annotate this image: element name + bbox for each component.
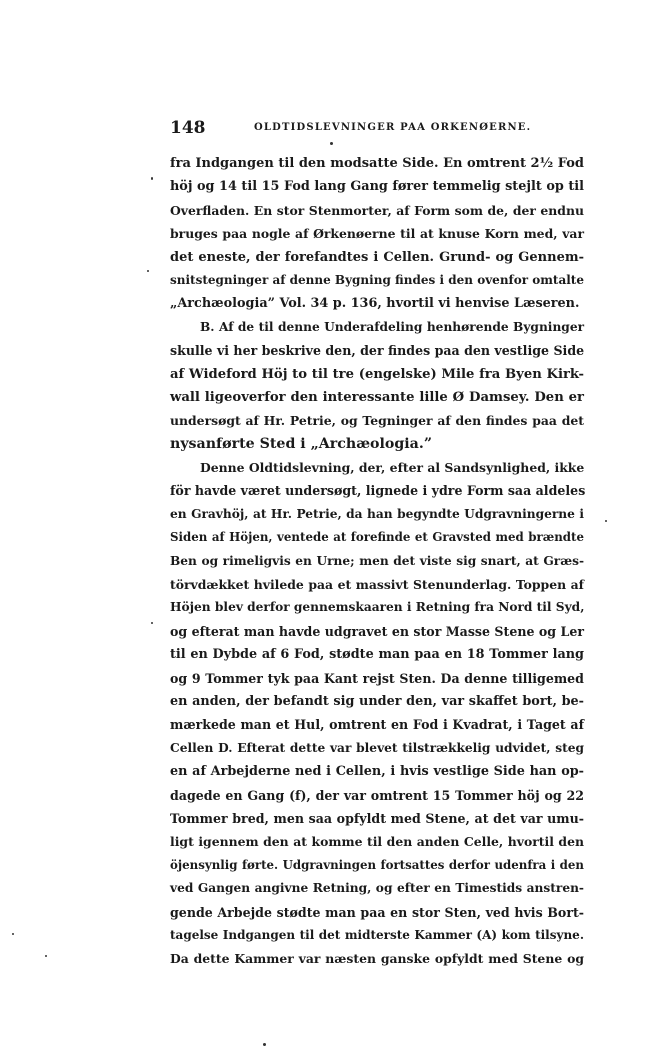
text-line: tagelse Indgangen til det midterste Kammer (A) kom tilsyne.: [170, 927, 584, 942]
page-header: [170, 118, 584, 140]
body-text: [170, 152, 584, 971]
text-line: en anden, der befandt sig under den, var skaffet bort, be-: [170, 693, 584, 709]
text-line: gende Arbejde stødte man paa en stor Sten, ved hvis Bort-: [170, 904, 584, 920]
text-line: Cellen D. Efterat dette var blevet tilstrækkelig udvidet, steg: [170, 740, 584, 755]
scan-speck: [330, 142, 333, 145]
text-line: „Archæologia” Vol. 34 p. 136, hvortil vi henvise Læseren.: [170, 296, 580, 312]
text-line: undersøgt af Hr. Petrie, og Tegninger af den findes paa det: [170, 413, 584, 429]
scan-speck: [151, 177, 153, 180]
text-line: Denne Oldtidslevning, der, efter al Sandsynlighed, ikke: [200, 460, 585, 476]
text-line: af Wideford Höj to til tre (engelske) Mile fra Byen Kirk-: [170, 366, 584, 382]
text-line: ligt igennem den at komme til den anden Celle, hvortil den: [170, 834, 584, 850]
text-line: dagede en Gang (f), der var omtrent 15 Tommer höj og 22: [170, 787, 584, 803]
text-line: Höjen blev derfor gennemskaaren i Retning fra Nord til Syd,: [170, 600, 585, 615]
scan-speck: [263, 1043, 266, 1046]
text-line: törvdækket hvilede paa et massivt Stenunderlag. Toppen af: [170, 577, 584, 593]
text-line: en Gravhöj, at Hr. Petrie, da han begyndte Udgravningerne i: [170, 506, 584, 521]
text-line: Ben og rimeligvis en Urne; men det viste sig snart, at Græs-: [170, 553, 584, 568]
text-line: skulle vi her beskrive den, der findes paa den vestlige Side: [170, 343, 585, 359]
text-line: för havde været undersøgt, lignede i ydre Form saa aldeles: [170, 483, 586, 499]
text-line: Siden af Höjen, ventede at forefinde et Gravsted med brændte: [170, 530, 584, 545]
text-line: bruges paa nogle af Ørkenøerne til at knuse Korn med, var: [170, 226, 584, 242]
scan-speck: [147, 270, 149, 272]
scan-speck: [12, 933, 14, 935]
page-number: 148: [170, 118, 206, 138]
text-line: det eneste, der forefandtes i Cellen. Grund- og Gennem-: [170, 249, 584, 265]
text-line: til en Dybde af 6 Fod, stødte man paa en 18 Tommer lang: [170, 647, 584, 663]
text-line: öjensynlig førte. Udgravningen fortsattes derfor udenfra i den: [170, 857, 584, 872]
text-line: og 9 Tommer tyk paa Kant rejst Sten. Da denne tilligemed: [170, 670, 584, 686]
text-line: höj og 14 til 15 Fod lang Gang fører temmelig stejlt op til: [170, 179, 584, 195]
text-line: mærkede man et Hul, omtrent en Fod i Kvadrat, i Taget af: [170, 717, 584, 733]
text-line: Da dette Kammer var næsten ganske opfyldt med Stene og: [170, 951, 584, 967]
scan-speck: [605, 520, 607, 522]
text-line: og efterat man havde udgravet en stor Masse Stene og Ler: [170, 623, 584, 639]
text-line: fra Indgangen til den modsatte Side. En omtrent 2½ Fod: [170, 156, 584, 171]
text-line: nysanførte Sted i „Archæologia.”: [170, 435, 432, 452]
text-line: B. Af de til denne Underafdeling henhørende Bygninger: [200, 319, 584, 334]
text-line: ved Gangen angivne Retning, og efter en Timestids anstren-: [170, 881, 584, 896]
running-title: OLDTIDSLEVNINGER PAA ORKENØERNE.: [254, 122, 532, 133]
text-line: snitstegninger af denne Bygning findes i den ovenfor omtalte: [170, 272, 584, 287]
scan-speck: [45, 955, 47, 957]
text-line: Overfladen. En stor Stenmorter, af Form som de, der endnu: [170, 202, 584, 218]
scan-speck: [151, 622, 153, 624]
text-line: en af Arbejderne ned i Cellen, i hvis vestlige Side han op-: [170, 764, 584, 780]
text-line: Tommer bred, men saa opfyldt med Stene, at det var umu-: [170, 810, 584, 826]
text-line: wall ligeoverfor den interessante lille Ø Damsey. Den er: [170, 389, 584, 405]
